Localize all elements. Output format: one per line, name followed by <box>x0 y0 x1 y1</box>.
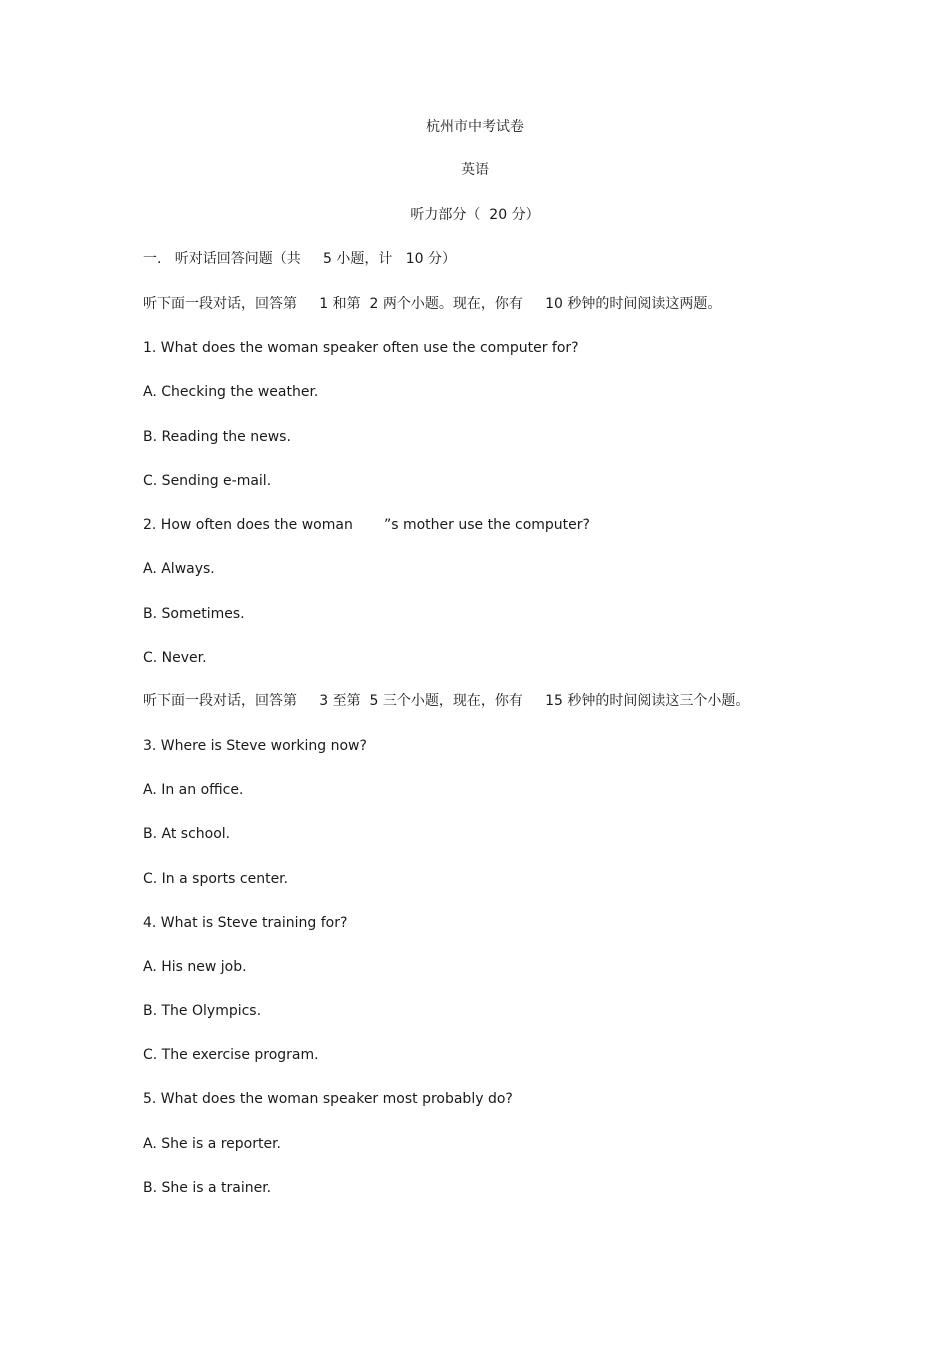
exam-title: 杭州市中考试卷 <box>426 119 524 135</box>
question-stem: 5. What does the woman speaker most probably do? <box>143 1091 513 1107</box>
answer-option: C. Sending e-mail. <box>143 473 272 489</box>
question-stem: 1. What does the woman speaker often use the computer for? <box>143 340 579 356</box>
answer-option: C. Never. <box>143 650 207 666</box>
answer-option: B. The Olympics. <box>143 1003 262 1019</box>
answer-option: A. Checking the weather. <box>143 384 319 400</box>
answer-option: B. Sometimes. <box>143 606 245 622</box>
question-stem: 4. What is Steve training for? <box>143 915 348 931</box>
instruction-text: 听下面一段对话，回答第 1 和第 2 两个小题。现在，你有 10 秒钟的时间阅读这两题。 <box>143 296 722 312</box>
answer-option: B. Reading the news. <box>143 429 291 445</box>
answer-option: B. At school. <box>143 826 231 842</box>
answer-option: A. Always. <box>143 561 215 577</box>
answer-option: A. In an office. <box>143 782 244 798</box>
subject-heading: 英语 <box>461 162 489 178</box>
answer-option: A. His new job. <box>143 959 247 975</box>
answer-option: C. In a sports center. <box>143 871 289 887</box>
question-stem: 2. How often does the woman ”s mother use the computer? <box>143 517 590 533</box>
answer-option: B. She is a trainer. <box>143 1180 272 1196</box>
question-stem: 3. Where is Steve working now? <box>143 738 367 754</box>
section-heading: 听力部分（ 20 分） <box>410 207 540 223</box>
part-heading: 一. 听对话回答问题（共 5 小题，计 10 分） <box>143 251 457 267</box>
answer-option: A. She is a reporter. <box>143 1136 282 1152</box>
answer-option: C. The exercise program. <box>143 1047 319 1063</box>
instruction-text: 听下面一段对话，回答第 3 至第 5 三个小题，现在，你有 15 秒钟的时间阅读这三个小题。 <box>143 693 750 709</box>
